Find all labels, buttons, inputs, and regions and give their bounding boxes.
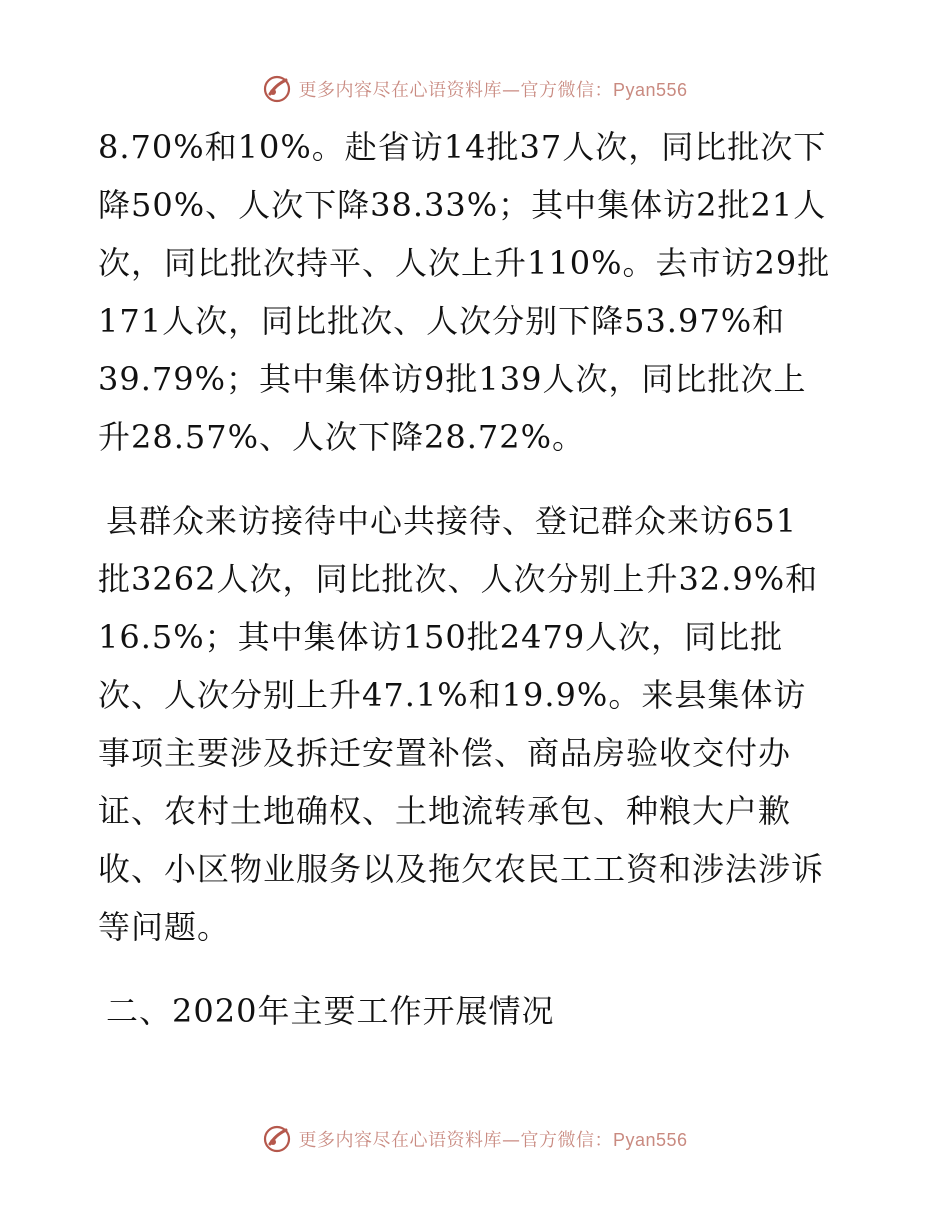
text-line: 等问题。 [98,908,231,946]
paragraph-reception-center [98,492,858,956]
text-line: 次、人次分别上升47.1%和19.9%。来县集体访 [98,676,807,714]
paragraph-statistics-petitions [98,118,858,466]
text-line: 16.5%；其中集体访150批2479人次，同比批 [98,618,784,656]
text-line: 次，同比批次持平、人次上升110%。去市访29批 [98,244,831,282]
watermark-text: 更多内容尽在心语资料库—官方微信：Pyan556 [298,80,688,101]
text-line: 8.70%和10%。赴省访14批37人次，同比批次下 [98,128,827,166]
text-line: 县群众来访接待中心共接待、登记群众来访651 [106,502,798,540]
text-line: 收、小区物业服务以及拖欠农民工工资和涉法涉诉 [98,850,825,888]
text-line: 升28.57%、人次下降28.72%。 [98,418,586,456]
text-line: 171人次，同比批次、人次分别下降53.97%和 [98,302,786,340]
brush-seal-icon [262,74,292,104]
section-heading-text: 二、2020年主要工作开展情况 [106,992,555,1030]
text-line: 证、农村土地确权、土地流转承包、种粮大户歉 [98,792,792,830]
text-line: 39.79%；其中集体访9批139人次，同比批次上 [98,360,807,398]
text-line: 事项主要涉及拆迁安置补偿、商品房验收交付办 [98,734,792,772]
watermark-text: 更多内容尽在心语资料库—官方微信：Pyan556 [298,1130,688,1151]
section-heading [98,982,858,1040]
document-body [98,118,858,1040]
watermark-footer [0,1122,950,1156]
watermark-header [0,72,950,106]
brush-seal-icon [262,1124,292,1154]
text-line: 批3262人次，同比批次、人次分别上升32.9%和 [98,560,819,598]
text-line: 降50%、人次下降38.33%；其中集体访2批21人 [98,186,827,224]
